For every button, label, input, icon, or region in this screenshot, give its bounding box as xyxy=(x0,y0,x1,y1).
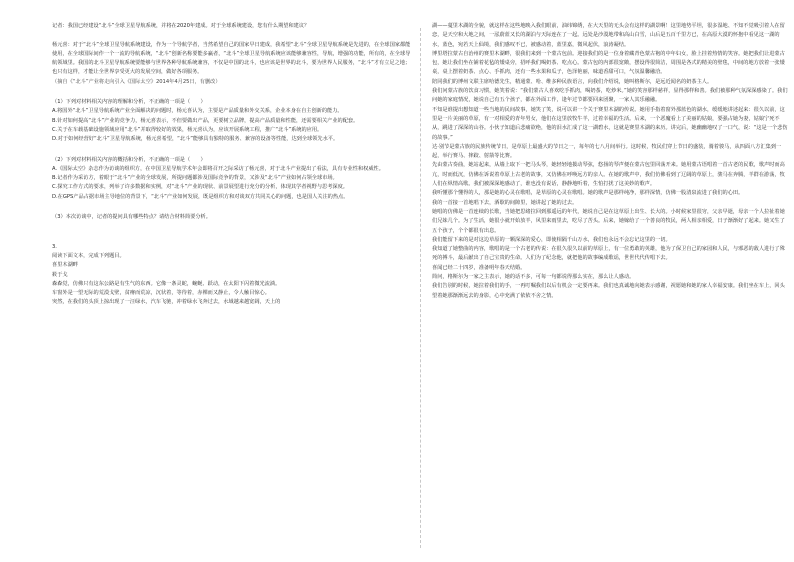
article-paragraph: 简问，格斯尔为一家之主表示，她的话不多，可每一句都说得那么实在，那么让人感动。 xyxy=(432,274,635,281)
article-title: 喜里木湖畔 xyxy=(52,262,78,269)
interview-question: 记者：我国已经建设“北斗”全球卫星导航系统，并将在2020年建成。对于全球系统建设，您有什么期望和建议？ xyxy=(52,23,310,29)
article-paragraph: 达·别节是蒙古族的民族传统节日，是草原上最盛大的节日之一，每年的七八月间举行。这时候，牧民们穿上节日的盛装，骑着骏马，从四面八方汇集到一起，举行赛马、摔跤、射箭等比赛。 xyxy=(432,143,782,160)
article-paragraph: 湖——蔓里木湖的全貌，就这样在这些地映入我们眼前，油纬锦绣，在大天里的无头会有这样的湖景啊！这里地势平坦，很多湿地、不知不觉吸引着人在留恋，是天空和大地之间，一泓蔚蓝又长的湖泊与天际连在了一起。远处是沙漠地带和高山白雪，山后是五百千里方已，在高原大漠的怀抱中看见这一湖的水，蓝色，宛若天上仙境，我们感叹不已，被感动着，蓝里嘉，微风起伏，浪涛凝结。 xyxy=(432,23,785,48)
article-paragraph: 我知道了她整曲的内容，歌唱的是一个古老的传说：在很久很久以前的草原上，有一位勇敢的英雄，他为了保卫自己的家园和人民，与邪恶的敌人进行了殊死的搏斗，最后献出了自己宝贵的生命。人们为了纪念他，就把他的故事编成歌谣，世世代代传唱下去。 xyxy=(432,246,785,262)
article-paragraph: 她唱的仿佛是一首连续的长歌，当她把思绪拉回到那遥远的年代，她说自己是在这草原上出生、长大的。小时候家里很穷，父亲早逝，母亲一个人拉扯着她们兄妹几个。为了生活，她很小就开始放羊，风里来雨里去，吃尽了苦头。后来，她嫁给了一个善良的牧民，两人相亲相爱，日子渐渐好了起来。她又生了五个孩子，个个都很有出息。 xyxy=(432,208,785,234)
question-2: （2）下列对材料相关内容的概括和分析，不正确的一项是（ ） xyxy=(52,156,206,163)
article-paragraph: 我听懂那个懂得的人，那是她的心灵在歌唱，是草原的心灵在歌唱。她的歌声是那样纯净，那样深情，仿佛一股清泉流进了我们的心田。 xyxy=(432,190,744,197)
article-paragraph: 博里塔拉蒙古自治州的赛里木湖畔，很我们来到一个蒙古包前。迎接我们的是一位身着藏青色蒙古袍的中年妇女，脸上挂着热情的笑容。她把我们让进蒙古包，她让我们坐在铺着花毡的矮桌旁，招呼我们喝奶茶、吃点心。蒙古包的内部很宽敞，摆设得很简洁，周围是各式的精美的壁毯，中间的地方放着一张矮桌，桌上摆着奶茶、点心、手抓肉，还有一些水果和瓜子，色泽艳丽，味道香甜可口，气氛温馨融洽。 xyxy=(432,50,785,76)
article-author: 筱于戈 xyxy=(52,271,68,278)
question-2-option-d: D.在GPS产品占据市场主导地位的背景下，“北斗”产业如何发展，既是组织方和对谈双方共同关心的问题，也是国人关注的热点。 xyxy=(52,193,349,200)
article-paragraph: 喜闻已经二十四岁，准备明年春天结婚。 xyxy=(432,264,526,271)
interview-answer: 杨元喜：对于“北斗”全球卫星导航系统建设，作为一个导航学者，当然希望自己的国家早日建成，我希望“北斗”全球卫星导航系统是先进的，在全球国家都能使用，在全球国际间作一个一流的导航系统，“北斗”创新名称要能多赢者，“北斗”全球卫星导航系统应该能够兼容性，导航，增强的功能，所有的，在全球导航领域里。我国的北斗卫星导航系统要能够与世界各种导航系统兼容，不仅是中国的北斗，也应该是世界的北斗，要为世界人民服务，“北斗”才有立足之地；也只有这样，才能让全世界享受更大的发展空间，做好各项服务。 xyxy=(52,41,411,76)
reading-instruction: 阅读下面文本，完成下列题目。 xyxy=(52,252,125,259)
question-1-option-c: C.关于在车载基础设施领域应用“北斗”并取得较好的效果，杨元喜认为，应该开展系统工程，推广“北斗”系统的应用。 xyxy=(52,126,323,133)
question-1-option-a: A.将国外“北斗”卫星导航系统产业全面解决的问题时，杨元喜认为，主要是产品质量和外交关系，企业本身在自主创新的能力。 xyxy=(52,108,343,115)
article-paragraph: 先由蒙古奏曲，她站起来，从墙上取下一把马头琴，她轻轻地拨动琴弦，悠扬的琴声便在蒙古包里回荡开来。她用蒙古语唱着一首古老的民歌，歌声时而高亢，时而低沉，仿佛在诉说着草原上古老的故事，又仿佛在呼唤远方的亲人。在她的歌声中，我们仿佛看到了辽阔的草原上，骏马在奔腾，羊群在游荡，牧人们在纵情高歌。我们被深深地感动了，谁也没有说话，静静地听着，生怕打扰了这美妙的歌声。 xyxy=(432,162,785,188)
question-1-option-b: B.针对如何提高“北斗”产业的竞争力，杨元喜表示，不但要做出产品，更要树立品牌，提高产品质量和性能，还需要相关产业的配套。 xyxy=(52,117,359,124)
article-paragraph: 我们告别的时候，她拉着我们的手，一再叮嘱我们以后有机会一定要再来。我们也真诚地向她表示感谢，祝愿她和她的家人幸福安康。我们坐在车上，回头望着她那渐渐远去的身影，心中充满了依依不舍之情。 xyxy=(432,283,785,299)
article-paragraph: 车窗外是一望无际的荒漠戈壁，贫瘠而荒凉，沉状着，等待着，赤裸而又静止，令人触目惊心。 xyxy=(52,290,270,297)
question-1: （1）下列对材料相关内容的理解和分析，不正确的一项是（ ） xyxy=(52,99,206,106)
article-paragraph: 突然，在我们的头顶上掠出现了一汪绿水，汽车飞驰，冲着绿水飞奔过去，水域越来越宽阔，天上的 xyxy=(52,299,281,306)
article-paragraph: 我们能留下来的是对这边草原的一颗深深的爱心，即使相隔千山万水，我们也永远不会忘记这里的一切。 xyxy=(432,236,671,243)
question-2-option-c: C.探究工作方式的要求，列举了许多数据和实例，对“北斗”产业的现状、前景展望进行充分的分析，体现其学者视野与思考深度。 xyxy=(52,184,348,191)
article-paragraph: 我的一首接一首地唱下去，酒歇的间隙里，她讲起了她的过去。 xyxy=(432,199,578,206)
question-2-option-a: A.《国际太空》杂志作为访谈的组织方，在中国卫星导航学术年会即将召开之际采访了杨元喜，对于北斗产业提出了看法，具有专业性和权威性。 xyxy=(52,165,384,172)
column-divider xyxy=(420,28,421,548)
left-column xyxy=(52,22,412,308)
article-paragraph: 不知是谁提出想知道一些当地的民间故事，她笑了笑，说可以讲一个关于赛里木湖的传说。她用手指着窗外那蓝色的湖水，缓缓地讲述起来：很久以前，这里是一片美丽的草原，有一对相爱的青年男女，他们在这里放牧牛羊，过着幸福的生活。后来，一个恶魔看上了美丽的姑娘，要强占她为妻，姑娘宁死不从，跳进了深深的山谷。小伙子知道后悲痛欲绝，他的泪水汇成了这一湖碧水，这就是赛里木湖的来历。讲完后，她幽幽地叹了一口气，说：“这是一个悲伤的故事。” xyxy=(432,106,788,141)
question-3: （3）本次访谈中，记者的提问具有哪些特点？请结合材料简要分析。 xyxy=(52,214,211,221)
article-paragraph: 陪同我们的博州文联主席哈德先生，精通蒙、哈、维多种民族语言，向我们介绍说，她叫格斯尔，是远近闻名的奶茶主人。 xyxy=(432,78,713,85)
section-number: 3. xyxy=(52,243,57,250)
article-paragraph: 森森觉，仿佛只有这东公路是有生气的东西。它像一条灵蛇，蜿蜒、跃动，在太阳下闪着微光流淌。 xyxy=(52,280,281,287)
source-note: （摘自《“北斗”产业将走向引入《国际太空》2014年4月25日，有删改） xyxy=(52,78,221,85)
article-paragraph: 我们问蒙古族的饮食习惯，她笑着说：“我们蒙古人喜欢吃手抓肉，喝奶茶，吃炒米。”她的笑容那样慈祥，显得那样和善。我们被那种气氛深深感染了。我们问她的家庭情况，她说自己有五个孩子，都在外面工作，逢年过节都要回来团聚，一家人其乐融融。 xyxy=(432,88,788,104)
question-2-option-b: B.记者作为采访方，着眼于“北斗”产业的全球发展，所提问题都涉及国际竞争的背景，又涉及“北斗”产业如何占领全球市场。 xyxy=(52,175,338,182)
right-column xyxy=(432,22,788,301)
question-1-option-d: D.对于如何经营好“北斗”卫星导航系统，杨元喜希望，“北斗”能够具有独特的服务、兼容的设备等性能，达到全球领先水平。 xyxy=(52,136,339,143)
